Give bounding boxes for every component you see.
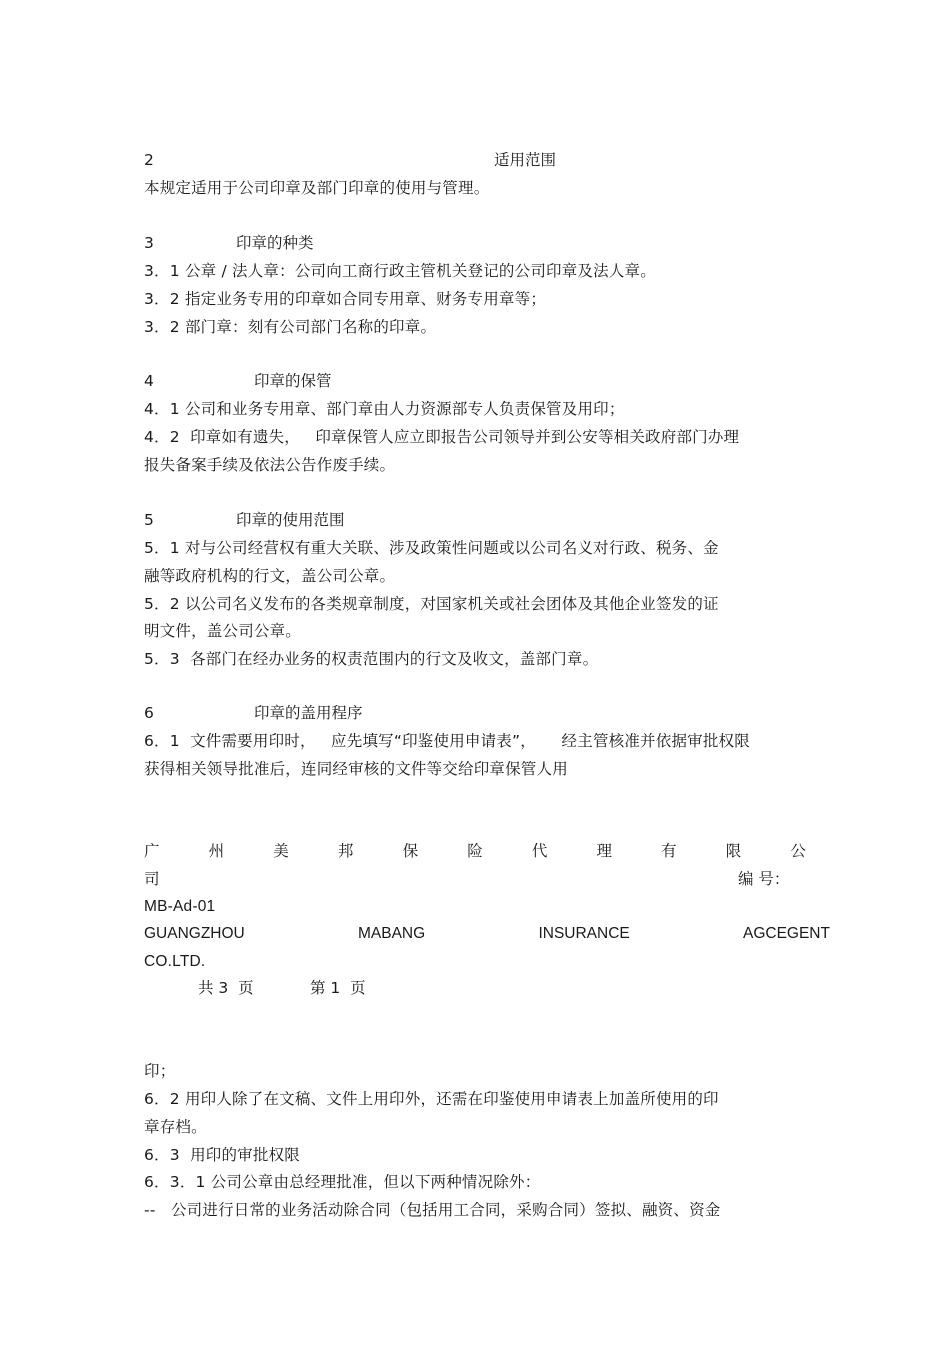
section-5-item: 融等政府机构的行文，盖公司公章。 (144, 567, 396, 585)
continued-line: 6．3 用印的审批权限 (144, 1146, 300, 1164)
section-5-item: 明文件，盖公司公章。 (144, 622, 302, 640)
section-6-title: 印章的盖用程序 (254, 704, 363, 722)
section-3-number: 3 (144, 234, 154, 252)
footer-code-label: 编 号： (738, 870, 790, 888)
company-char: 险 (467, 842, 483, 860)
company-char: 公 (790, 842, 806, 860)
section-6-item: 6．1 文件需要用印时， 应先填写“印鉴使用申请表”， 经主管核准并依据审批权限 (144, 732, 750, 750)
section-5-item: 5．1 对与公司经营权有重大关联、涉及政策性问题或以公司名义对行政、税务、金 (144, 539, 719, 557)
company-char: 保 (402, 842, 419, 860)
section-3-item: 3．2 指定业务专用的印章如合同专用章、财务专用章等； (144, 290, 547, 308)
footer-company-tail: 司 (144, 870, 160, 888)
company-char: 州 (208, 842, 225, 860)
company-char: 邦 (337, 842, 354, 860)
section-3-item: 3．2 部门章：刻有公司部门名称的印章。 (144, 318, 437, 336)
continued-line: 6．3．1 公司公章由总经理批准，但以下两种情况除外： (144, 1173, 541, 1191)
section-2-title: 适用范围 (494, 151, 557, 169)
company-char: 有 (661, 842, 677, 860)
section-5-title: 印章的使用范围 (236, 511, 345, 529)
company-char: 代 (531, 842, 548, 860)
footer-total-pages: 共 3 页 (198, 979, 254, 997)
english-word: AGCEGENT (742, 925, 830, 942)
section-4-title: 印章的保管 (254, 372, 332, 390)
section-3-title: 印章的种类 (236, 234, 314, 252)
continued-line: 印； (144, 1062, 176, 1080)
company-char: 广 (144, 842, 160, 860)
section-4-item: 4．2 印章如有遗失， 印章保管人应立即报告公司领导并到公安等相关政府部门办理 (144, 428, 740, 446)
section-4-item: 报失备案手续及依法公告作废手续。 (144, 456, 396, 474)
section-3-item: 3．1 公章 / 法人章：公司向工商行政主管机关登记的公司印章及法人章。 (144, 262, 656, 280)
continued-line: 6．2 用印人除了在文稿、文件上用印外，还需在印鉴使用申请表上加盖所使用的印 (144, 1090, 719, 1108)
section-4-item: 4．1 公司和业务专用章、部门章由人力资源部专人负责保管及用印； (144, 400, 625, 418)
continued-line: -- 公司进行日常的业务活动除合同（包括用工合同，采购合同）签拟、融资、资金 (144, 1201, 721, 1219)
english-word: MABANG (358, 925, 426, 942)
company-char: 美 (273, 842, 289, 860)
section-5-item: 5．3 各部门在经办业务的权责范围内的行文及收文，盖部门章。 (144, 650, 599, 668)
section-4-number: 4 (144, 372, 154, 390)
english-word: INSURANCE (538, 925, 630, 942)
continued-line: 章存档。 (144, 1118, 207, 1136)
company-char: 理 (596, 842, 612, 860)
english-word: GUANGZHOU (144, 925, 245, 942)
section-2-body: 本规定适用于公司印章及部门印章的使用与管理。 (144, 179, 490, 197)
footer-company-name (144, 841, 806, 861)
section-5-item: 5．2 以公司名义发布的各类规章制度，对国家机关或社会团体及其他企业签发的证 (144, 595, 719, 613)
section-2-number: 2 (144, 151, 154, 169)
footer-english-name (144, 924, 830, 944)
footer-current-page: 第 1 页 (310, 979, 366, 997)
section-6-item: 获得相关领导批准后，连同经审核的文件等交给印章保管人用 (144, 760, 568, 778)
section-6-number: 6 (144, 704, 154, 722)
section-5-number: 5 (144, 511, 154, 529)
footer-english-tail: CO.LTD. (144, 953, 206, 970)
company-char: 限 (725, 842, 742, 860)
footer-code-value: MB-Ad-01 (144, 898, 216, 915)
